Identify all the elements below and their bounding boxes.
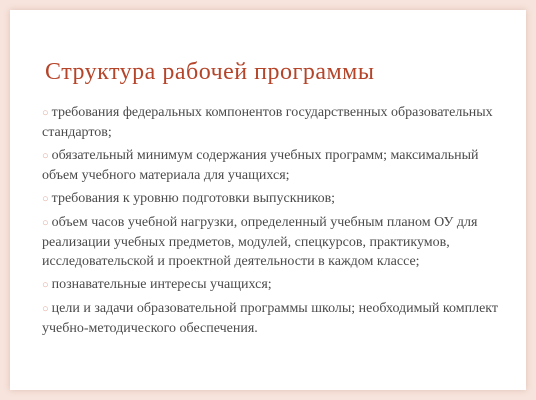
list-item-text: познавательные интересы учащихся;: [51, 277, 272, 292]
list-item-text: объем часов учебной нагрузки, определенный учебным планом ОУ для реализации учебных предметов, модулей, спецкурсов, практикумов, исследовательской и проектной деятельности в каждом классе;: [42, 215, 478, 269]
list-item-text: цели и задачи образовательной программы школы; необходимый комплект учебно-методического обеспечения.: [42, 301, 499, 336]
slide-title: Структура рабочей программы: [45, 59, 375, 85]
list-item: [42, 213, 514, 271]
bullet-icon: ○: [42, 193, 49, 205]
bullet-icon: ○: [42, 217, 49, 229]
list-item: [42, 299, 514, 338]
slide-frame: [10, 10, 526, 390]
list-item-text: требования к уровню подготовки выпускников;: [51, 191, 336, 206]
list-item: [42, 146, 514, 185]
bullet-icon: ○: [42, 303, 49, 315]
bullet-icon: ○: [42, 150, 49, 162]
list-item: [42, 103, 514, 142]
list-item-text: обязательный минимум содержания учебных программ; максимальный объем учебного материала для учащихся;: [42, 148, 479, 183]
bullet-icon: ○: [42, 107, 49, 119]
list-item: [42, 275, 514, 295]
list-item: [42, 189, 514, 209]
bullet-list: [42, 103, 514, 342]
bullet-icon: ○: [42, 279, 49, 291]
list-item-text: требования федеральных компонентов государственных образовательных стандартов;: [42, 105, 493, 140]
